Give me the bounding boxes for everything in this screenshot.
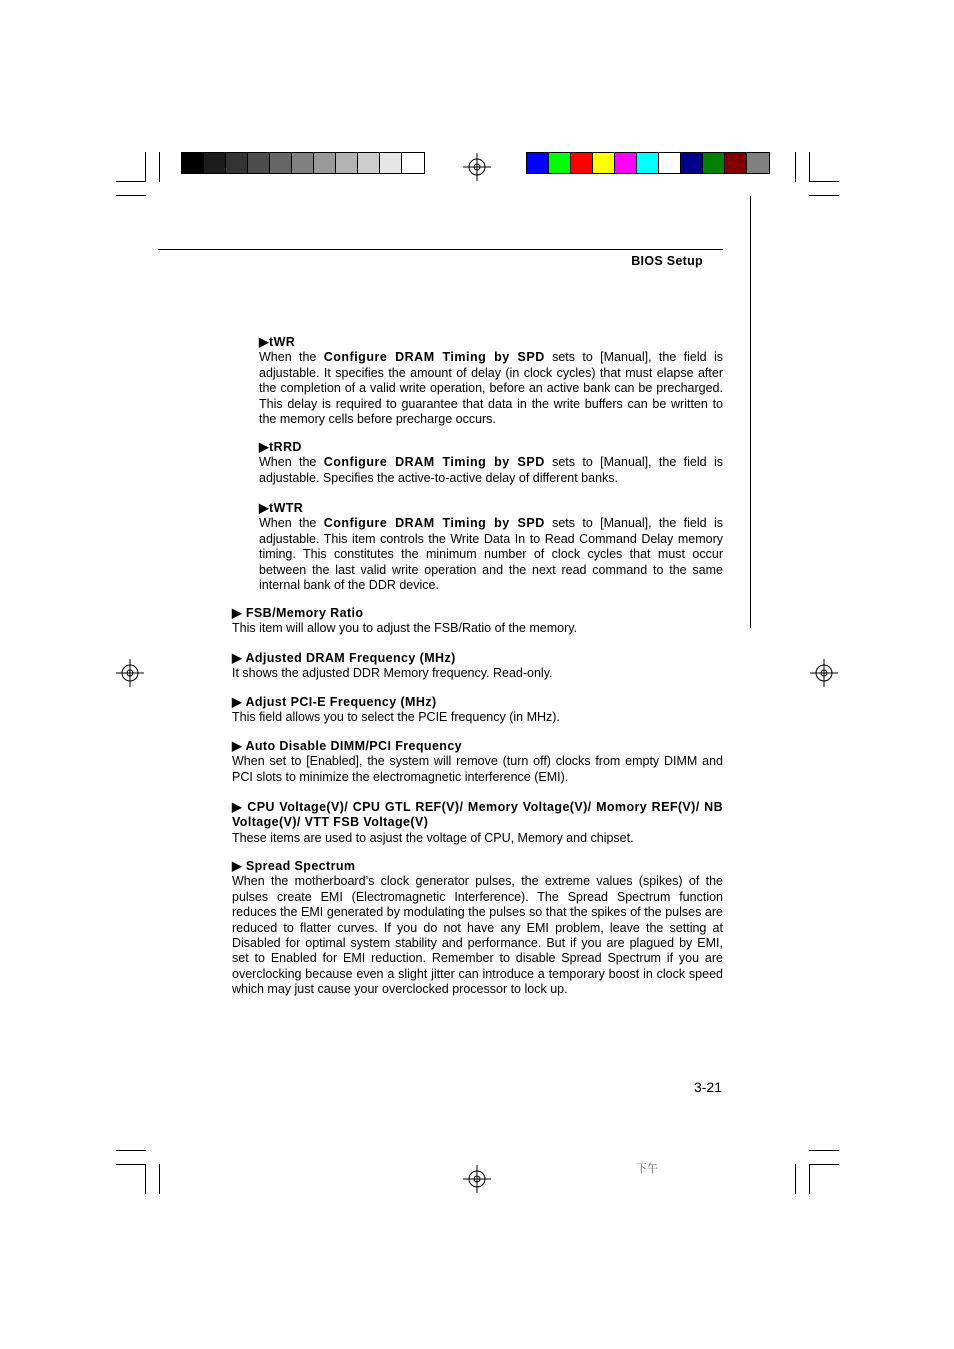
section-twr [259,335,723,427]
section-body [259,350,723,427]
arrow-icon: ▶ [232,739,243,753]
color-swatch [659,153,681,173]
crop-mark [159,1164,160,1194]
color-swatch [270,153,292,173]
body-text: When the [259,516,324,531]
crop-mark [116,1150,146,1151]
section-title: tWR [269,335,296,349]
crop-mark [809,1164,810,1194]
arrow-icon: ▶ [232,859,243,873]
section-body [259,455,723,486]
section-twtr [259,501,723,593]
color-swatch [527,153,549,173]
color-swatch [380,153,402,173]
body-bold: Configure DRAM Timing by SPD [323,516,545,531]
color-swatch [571,153,593,173]
section-title: Adjusted DRAM Frequency (MHz) [245,651,456,665]
color-swatch [703,153,725,173]
section-heading [232,651,723,666]
page-number: 3-21 [693,1079,722,1095]
arrow-icon: ▶ [259,501,270,515]
section-voltages [232,800,723,846]
section-title: Auto Disable DIMM/PCI Frequency [245,739,463,753]
arrow-icon: ▶ [259,335,270,349]
body-text: When the [259,350,324,365]
body-bold: Configure DRAM Timing by SPD [323,350,545,365]
arrow-icon: ▶ [259,440,270,454]
color-swatch-bar [526,152,770,174]
crop-mark [809,195,839,196]
color-swatch [402,153,424,173]
arrow-icon: ▶ [232,800,243,814]
section-body: These items are used to asjust the voltage of CPU, Memory and chipset. [232,830,634,845]
side-rule [750,196,751,628]
crop-mark [809,1150,839,1151]
section-fsb-memory-ratio [232,606,723,637]
arrow-icon: ▶ [232,651,243,665]
section-trrd [259,440,723,486]
color-swatch [681,153,703,173]
section-adjusted-dram-frequency [232,651,723,682]
crop-mark [145,1164,146,1194]
crop-mark [809,1164,839,1165]
color-swatch [615,153,637,173]
registration-mark-icon [463,153,491,181]
section-body: This field allows you to select the PCIE frequency (in MHz). [232,710,560,725]
section-body: It shows the adjusted DDR Memory frequency. Read-only. [232,666,553,681]
color-swatch [204,153,226,173]
section-heading [259,335,723,350]
color-swatch [593,153,615,173]
registration-mark-icon [116,659,144,687]
section-body: This item will allow you to adjust the FSB/Ratio of the memory. [232,621,578,636]
section-title: tWTR [269,501,304,515]
crop-mark [116,195,146,196]
color-swatch [292,153,314,173]
crop-mark [809,152,810,182]
arrow-icon: ▶ [232,695,243,709]
body-text: When the [259,455,324,470]
section-adjust-pcie-frequency [232,695,723,726]
section-body [259,516,723,593]
color-swatch [747,153,769,173]
section-heading [259,440,723,455]
section-body: When the motherboard’s clock generator pulses, the extreme values (spikes) of the pulses create EMI (Electromagnetic Interference). The Spread Spectrum function reduces the EMI generated by modulating the pulses so that the spikes of the pulses are reduced to flatter curves. If you do not have any EMI problem, leave the setting at Disabled for optimal system stability and performance. But if you are plagued by EMI, set to Enabled for EMI reduction. Remember to disable Spread Spectrum if you are overclocking because even a slight jitter can introduce a temporary boost in clock speed which may just cause your overclocked processor to lock up. [232,874,723,997]
section-auto-disable-dimm-pci [232,739,723,785]
crop-mark [809,181,839,182]
section-body: When set to [Enabled], the system will remove (turn off) clocks from empty DIMM and PCI slots to minimize the electromagnetic interference (EMI). [232,754,723,784]
color-swatch [358,153,380,173]
body-text: sets to [Manual], the field is adjustable. Specifies the active-to-active delay of different banks. [259,455,723,485]
registration-mark-icon [463,1165,491,1193]
footer-mark: 下午 [636,1163,658,1175]
section-title: tRRD [269,440,302,454]
section-heading [259,501,723,516]
section-heading [232,695,723,710]
color-swatch [182,153,204,173]
crop-mark [795,152,796,182]
section-spread-spectrum [232,859,723,998]
color-swatch [725,153,747,173]
color-swatch [637,153,659,173]
registration-mark-icon [810,659,838,687]
color-swatch [226,153,248,173]
color-swatch [549,153,571,173]
color-swatch [248,153,270,173]
color-swatch [336,153,358,173]
crop-mark [116,1164,146,1165]
header-rule [158,249,723,250]
crop-mark [159,152,160,182]
section-title: Adjust PCI-E Frequency (MHz) [245,695,437,709]
body-text: sets to [Manual], the field is adjustable. It specifies the amount of delay (in clock cycles) that must elapse after the completion of a valid write operation, before an active bank can be precharged. This delay is required to guarantee that data in the write buffers can be written to the memory cells before precharge occurs. [259,350,723,427]
section-heading [232,859,723,874]
section-title: CPU Voltage(V)/ CPU GTL REF(V)/ Memory Voltage(V)/ Momory REF(V)/ NB Voltage(V)/ VTT FSB Voltage(V) [232,800,724,830]
section-heading [232,800,723,831]
body-text: sets to [Manual], the field is adjustable. This item controls the Write Data In to Read Command Delay memory timing. This constitutes the minimum number of clock cycles that must occur between the last valid write operation and the next read command to the same internal bank of the DDR device. [259,516,723,593]
section-heading [232,739,723,754]
crop-mark [145,152,146,182]
crop-mark [116,181,146,182]
section-title: Spread Spectrum [245,859,356,873]
section-heading [232,606,723,621]
arrow-icon: ▶ [232,606,243,620]
grayscale-swatch-bar [181,152,425,174]
color-swatch [314,153,336,173]
header-title: BIOS Setup [631,254,703,268]
section-title: FSB/Memory Ratio [245,606,364,620]
body-bold: Configure DRAM Timing by SPD [323,455,545,470]
crop-mark [795,1164,796,1194]
